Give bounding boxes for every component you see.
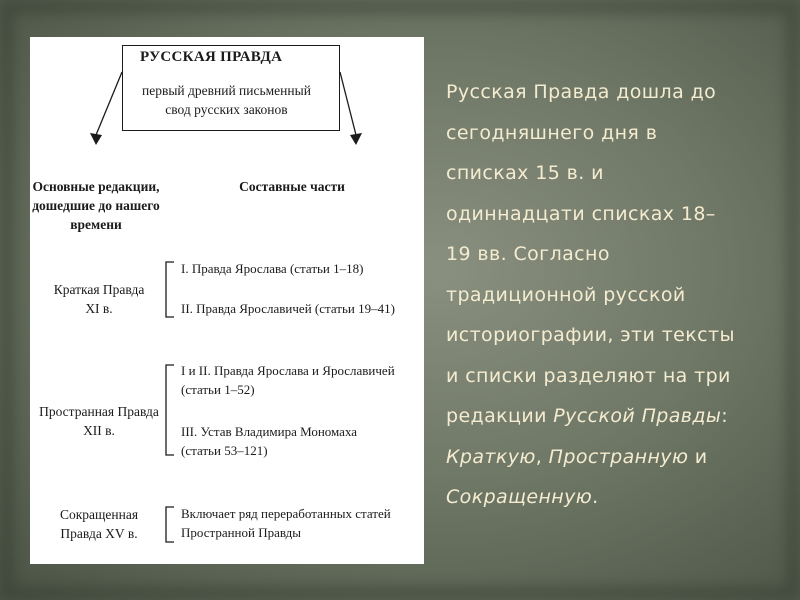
description-line: и списки разделяют на три: [446, 364, 731, 387]
term-kratkaya: Краткую: [446, 445, 536, 468]
description-line: списках 15 в. и: [446, 162, 604, 184]
description-line: редакции Русской Правды:: [446, 405, 729, 427]
description-line: сегодняшнего дня в: [446, 121, 658, 144]
description-text: [446, 72, 786, 518]
part-ustav-monomakha: III. Устав Владимира Мономаха (статьи 53–121): [181, 424, 358, 458]
scheme-subtitle: первый древний письменный свод русских законов: [142, 83, 311, 117]
description-line: 19 вв. Согласно: [446, 243, 610, 265]
description-line: Сокращенную.: [446, 486, 599, 508]
part-pravda-yaroslava-yaroslavichey: I и II. Правда Ярослава и Ярославичей (статьи 1–52): [181, 363, 395, 397]
term-prostrannaya: Пространную: [548, 445, 689, 468]
description-line: традиционной русской: [446, 283, 686, 306]
description-line: Русская Правда дошла до: [446, 81, 717, 103]
edition-prostrannaya: Пространная Правда XII в.: [39, 404, 159, 438]
description-line: историографии, эти тексты: [446, 324, 735, 346]
part-pravda-yaroslava: I. Правда Ярослава (статьи 1–18): [181, 261, 364, 276]
editions-header: Основные редакции, дошедшие до нашего времени: [32, 179, 160, 232]
part-pererabotannye-stati: Включает ряд переработанных статей Пространной Правды: [181, 506, 391, 540]
description-line: Краткую, Пространную и: [446, 445, 708, 468]
term-russkaya-pravda: Русской Правды: [553, 405, 722, 427]
russkaya-pravda-scheme: [30, 37, 424, 564]
edition-sokrashchennaya: Сокращенная Правда XV в.: [59, 507, 139, 541]
parts-header: Составные части: [239, 179, 345, 194]
term-sokrashchennaya: Сокращенную: [446, 486, 593, 508]
edition-kratkaya: Краткая Правда XI в.: [53, 282, 145, 316]
scheme-title: РУССКАЯ ПРАВДА: [140, 49, 283, 65]
part-pravda-yaroslavichey: II. Правда Ярославичей (статьи 19–41): [181, 301, 395, 316]
description-line: одиннадцати списках 18–: [446, 202, 716, 225]
